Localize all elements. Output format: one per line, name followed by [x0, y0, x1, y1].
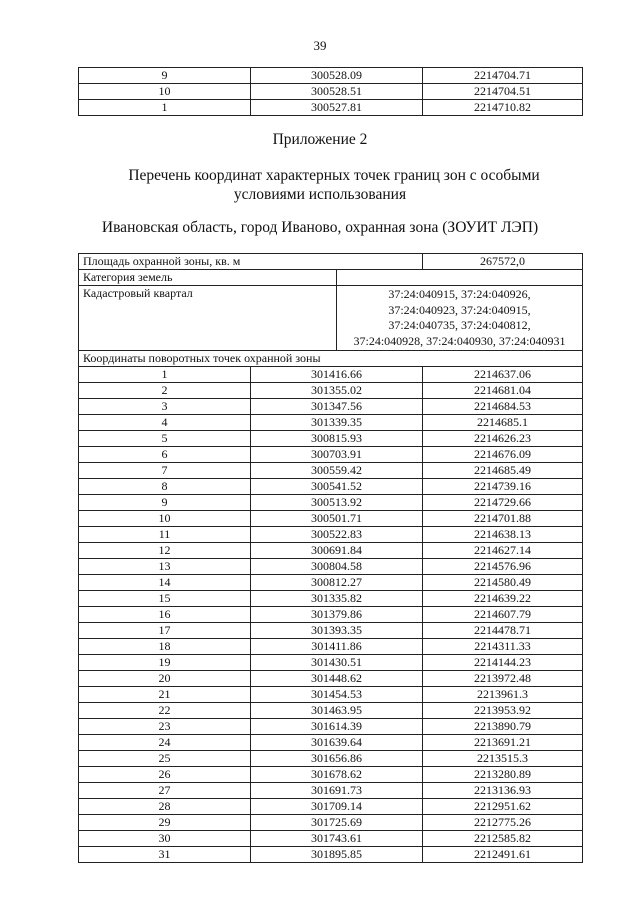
land-category-row: [79, 270, 583, 286]
cadastral-value: [337, 286, 583, 351]
table-row: [79, 399, 583, 415]
coord-x: 300812.27: [251, 575, 423, 591]
coord-x: 301743.61: [251, 831, 423, 847]
table-row: [79, 495, 583, 511]
point-number: 19: [79, 655, 251, 671]
land-category-label: Категория земель: [79, 270, 337, 286]
table-row: [79, 527, 583, 543]
point-number: 11: [79, 527, 251, 543]
coord-y: 2214576.96: [423, 559, 583, 575]
coord-y: 2213953.92: [423, 703, 583, 719]
point-number: 16: [79, 607, 251, 623]
table-row: [79, 623, 583, 639]
coord-y: 2214685.49: [423, 463, 583, 479]
coord-y: 2214676.09: [423, 447, 583, 463]
table-row: [79, 68, 583, 84]
table-row: [79, 479, 583, 495]
point-number: 4: [79, 415, 251, 431]
point-number: 30: [79, 831, 251, 847]
coord-x: 300527.81: [251, 100, 423, 116]
coord-x: 301448.62: [251, 671, 423, 687]
coord-y: 2213515.3: [423, 751, 583, 767]
table-row: [79, 703, 583, 719]
coord-x: 301454.53: [251, 687, 423, 703]
table-row: [79, 815, 583, 831]
coord-y: 2213280.89: [423, 767, 583, 783]
coord-x: 300513.92: [251, 495, 423, 511]
coord-x: 300815.93: [251, 431, 423, 447]
previous-coordinates-table: [78, 67, 583, 116]
coord-x: 301691.73: [251, 783, 423, 799]
table-row: [79, 100, 583, 116]
point-number: 5: [79, 431, 251, 447]
coord-y: 2214704.71: [423, 68, 583, 84]
cadastral-line: 37:24:040928, 37:24:040930, 37:24:040931: [353, 333, 566, 348]
coord-x: 301347.56: [251, 399, 423, 415]
table-row: [79, 84, 583, 100]
table-row: [79, 719, 583, 735]
coord-x: 300703.91: [251, 447, 423, 463]
coord-y: 2214684.53: [423, 399, 583, 415]
coord-x: 301411.86: [251, 639, 423, 655]
point-number: 3: [79, 399, 251, 415]
coord-y: 2214710.82: [423, 100, 583, 116]
point-number: 29: [79, 815, 251, 831]
table-row: [79, 431, 583, 447]
cadastral-line: 37:24:040735, 37:24:040812,: [388, 318, 531, 332]
coord-y: 2213691.21: [423, 735, 583, 751]
point-number: 23: [79, 719, 251, 735]
coords-header: Координаты поворотных точек охранной зоны: [79, 351, 583, 367]
coord-y: 2213890.79: [423, 719, 583, 735]
coord-y: 2214637.06: [423, 367, 583, 383]
coord-x: 300522.83: [251, 527, 423, 543]
coord-y: 2212585.82: [423, 831, 583, 847]
point-number: 21: [79, 687, 251, 703]
coord-x: 300541.52: [251, 479, 423, 495]
coord-y: 2214639.22: [423, 591, 583, 607]
table-row: [79, 543, 583, 559]
table-row: [79, 847, 583, 863]
coord-x: 300691.84: [251, 543, 423, 559]
table-row: [79, 559, 583, 575]
coord-x: 300501.71: [251, 511, 423, 527]
point-number: 2: [79, 383, 251, 399]
cadastral-line: 37:24:040915, 37:24:040926,: [388, 287, 531, 301]
coord-x: 301393.35: [251, 623, 423, 639]
point-number: 9: [79, 495, 251, 511]
table-row: [79, 799, 583, 815]
table-row: [79, 415, 583, 431]
coord-y: 2214626.23: [423, 431, 583, 447]
coord-y: 2214704.51: [423, 84, 583, 100]
appendix-title: Приложение 2: [272, 131, 368, 148]
area-value: 267572,0: [423, 254, 583, 270]
point-number: 31: [79, 847, 251, 863]
coord-x: 300528.09: [251, 68, 423, 84]
coord-x: 300528.51: [251, 84, 423, 100]
point-number: 9: [79, 68, 251, 84]
coord-x: 301416.66: [251, 367, 423, 383]
point-number: 22: [79, 703, 251, 719]
coord-x: 300559.42: [251, 463, 423, 479]
table-row: [79, 671, 583, 687]
table-row: [79, 511, 583, 527]
point-number: 27: [79, 783, 251, 799]
table-row: [79, 687, 583, 703]
table-row: [79, 463, 583, 479]
table-row: [79, 751, 583, 767]
table-row: [79, 783, 583, 799]
point-number: 13: [79, 559, 251, 575]
point-number: 18: [79, 639, 251, 655]
coord-x: 301430.51: [251, 655, 423, 671]
cadastral-line: 37:24:040923, 37:24:040915,: [388, 302, 531, 317]
coord-y: 2214701.88: [423, 511, 583, 527]
point-number: 8: [79, 479, 251, 495]
table-row: [79, 383, 583, 399]
point-number: 1: [79, 100, 251, 116]
coord-y: 2214681.04: [423, 383, 583, 399]
coord-x: 301725.69: [251, 815, 423, 831]
table-row: [79, 607, 583, 623]
coord-y: 2214685.1: [423, 415, 583, 431]
point-number: 1: [79, 367, 251, 383]
point-number: 28: [79, 799, 251, 815]
coord-x: 301339.35: [251, 415, 423, 431]
heading-line-1: Перечень координат характерных точек границ зон с особыми: [128, 167, 540, 184]
heading-line-2: условиями использования: [233, 186, 407, 203]
coord-x: 301355.02: [251, 383, 423, 399]
table-row: [79, 591, 583, 607]
coord-y: 2214607.79: [423, 607, 583, 623]
region-line: Ивановская область, город Иваново, охранная зона (ЗОУИТ ЛЭП): [101, 219, 539, 236]
point-number: 15: [79, 591, 251, 607]
coord-y: 2213972.48: [423, 671, 583, 687]
cadastral-row: [79, 286, 583, 351]
table-row: [79, 767, 583, 783]
coord-y: 2213961.3: [423, 687, 583, 703]
coord-x: 301895.85: [251, 847, 423, 863]
coord-y: 2214739.16: [423, 479, 583, 495]
coord-y: 2214638.13: [423, 527, 583, 543]
table-row: [79, 735, 583, 751]
table-row: [79, 575, 583, 591]
coord-y: 2214580.49: [423, 575, 583, 591]
point-number: 25: [79, 751, 251, 767]
point-number: 10: [79, 84, 251, 100]
coord-y: 2214627.14: [423, 543, 583, 559]
point-number: 26: [79, 767, 251, 783]
coord-x: 301463.95: [251, 703, 423, 719]
point-number: 24: [79, 735, 251, 751]
page-number: 39: [313, 38, 327, 53]
zone-coordinates-table: [78, 253, 583, 863]
point-number: 14: [79, 575, 251, 591]
table-row: [79, 367, 583, 383]
coord-y: 2212951.62: [423, 799, 583, 815]
table-row: [79, 447, 583, 463]
point-number: 17: [79, 623, 251, 639]
point-number: 20: [79, 671, 251, 687]
coord-x: 300804.58: [251, 559, 423, 575]
area-row: [79, 254, 583, 270]
table-row: [79, 655, 583, 671]
coord-y: 2213136.93: [423, 783, 583, 799]
coord-y: 2214478.71: [423, 623, 583, 639]
table-row: [79, 831, 583, 847]
coord-y: 2212491.61: [423, 847, 583, 863]
point-number: 10: [79, 511, 251, 527]
point-number: 6: [79, 447, 251, 463]
table-row: [79, 639, 583, 655]
area-label: Площадь охранной зоны, кв. м: [79, 254, 423, 270]
point-number: 7: [79, 463, 251, 479]
coord-x: 301656.86: [251, 751, 423, 767]
cadastral-label: Кадастровый квартал: [79, 286, 337, 351]
coord-x: 301639.64: [251, 735, 423, 751]
coord-x: 301709.14: [251, 799, 423, 815]
coord-y: 2214729.66: [423, 495, 583, 511]
coord-y: 2214311.33: [423, 639, 583, 655]
coord-x: 301678.62: [251, 767, 423, 783]
coord-x: 301379.86: [251, 607, 423, 623]
coord-y: 2214144.23: [423, 655, 583, 671]
coord-x: 301335.82: [251, 591, 423, 607]
coords-header-row: [79, 351, 583, 367]
coord-x: 301614.39: [251, 719, 423, 735]
coord-y: 2212775.26: [423, 815, 583, 831]
point-number: 12: [79, 543, 251, 559]
land-category-value: [337, 270, 583, 286]
